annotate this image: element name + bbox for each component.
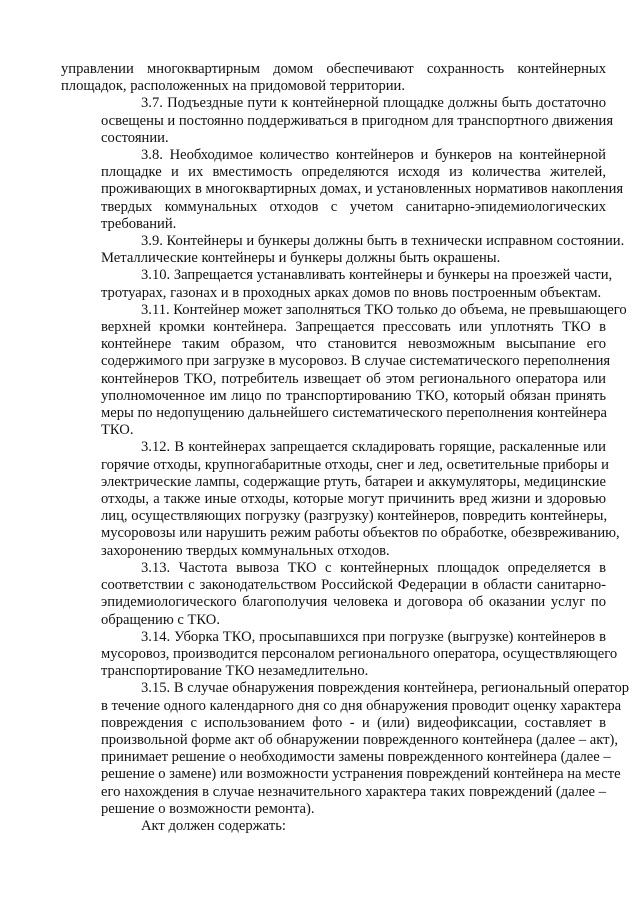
text-line: 3.13. Частота вывоза ТКО с контейнерных площадок определяется в bbox=[141, 559, 606, 576]
text-line: принимает решение о необходимости замены поврежденного контейнера (далее – bbox=[101, 749, 611, 766]
text-line: площадке и их вместимость определяются исходя из количества жителей, bbox=[101, 164, 606, 181]
text-line: меры по недопущению дальнейшего систематического переполнения контейнера bbox=[101, 405, 607, 422]
text-line: электрические лампы, содержащие ртуть, батареи и аккумуляторы, медицинские bbox=[101, 473, 606, 490]
text-line: горячие отходы, крупногабаритные отходы, снег и лед, осветительные приборы и bbox=[101, 456, 609, 473]
paragraph-p-act bbox=[61, 818, 606, 835]
text-line: решение о замене) или возможности устранения повреждений контейнера на месте bbox=[101, 766, 621, 783]
text-line: решение о возможности ремонта). bbox=[101, 800, 315, 817]
paragraph-p-3-12 bbox=[61, 439, 620, 559]
paragraph-p-3-9 bbox=[61, 233, 625, 267]
text-line: Акт должен содержать: bbox=[141, 817, 286, 834]
text-line: транспортирование ТКО незамедлительно. bbox=[101, 663, 369, 680]
text-line: контейнере таким образом, что становится невозможным высыпание его bbox=[101, 336, 606, 353]
text-line: уполномоченное им лицо по транспортированию ТКО, который обязан принять bbox=[101, 387, 606, 404]
text-line: проживающих в многоквартирных домах, и установленных нормативов накопления bbox=[101, 181, 624, 198]
paragraph-p-3-6-cont bbox=[61, 61, 606, 95]
text-line: 3.12. В контейнерах запрещается складировать горящие, раскаленные или bbox=[141, 439, 606, 456]
text-line: ТКО. bbox=[101, 422, 134, 439]
text-line: захоронению твердых коммунальных отходов. bbox=[101, 542, 390, 559]
text-line: в течение одного календарного дня со дня обнаружения проводит оценку характера bbox=[101, 697, 622, 714]
text-line: управлении многоквартирным домом обеспечивают сохранность контейнерных bbox=[61, 61, 606, 77]
text-line: его нахождения в случае незначительного характера таких повреждений (далее – bbox=[101, 783, 606, 800]
text-line: содержимого при загрузке в мусоровоз. В случае систематического переполнения bbox=[101, 353, 611, 370]
paragraph-p-3-7 bbox=[61, 95, 614, 147]
text-line: контейнеров ТКО, потребитель извещает об этом регионального оператора или bbox=[101, 370, 606, 387]
text-line: 3.9. Контейнеры и бункеры должны быть в технически исправном состоянии. bbox=[141, 233, 625, 250]
paragraph-p-3-8 bbox=[61, 147, 624, 233]
text-line: эпидемиологического благополучия человека и договора об оказании услуг по bbox=[101, 594, 606, 611]
text-line: Металлические контейнеры и бункеры должны быть окрашены. bbox=[101, 250, 501, 267]
text-line: состоянии. bbox=[101, 129, 169, 146]
text-line: мусоровозы или нарушить режим работы объектов по обработке, обезвреживанию, bbox=[101, 525, 620, 542]
text-line: 3.8. Необходимое количество контейнеров и бункеров на контейнерной bbox=[141, 147, 606, 164]
paragraph-p-3-14 bbox=[61, 628, 618, 681]
text-line: 3.10. Запрещается устанавливать контейнеры и бункеры на проезжей части, bbox=[141, 267, 613, 284]
text-line: соответствии с законодательством Российской Федерации в области санитарно- bbox=[101, 577, 606, 594]
paragraph-p-3-15 bbox=[61, 680, 630, 818]
paragraph-p-3-10 bbox=[61, 267, 613, 301]
text-line: отходы, а также иные отходы, которые могут причинить вред жизни и здоровью bbox=[101, 491, 606, 508]
text-line: площадок, расположенных на придомовой территории. bbox=[61, 78, 406, 95]
text-line: произвольной форме акт об обнаружении поврежденного контейнера (далее – акт), bbox=[101, 731, 619, 748]
text-line: обращению с ТКО. bbox=[101, 611, 220, 628]
text-line: повреждения с использованием фото - и (или) видеофиксации, составляет в bbox=[101, 714, 606, 731]
text-line: 3.7. Подъездные пути к контейнерной площадке должны быть достаточно bbox=[141, 95, 606, 112]
text-line: тротуарах, газонах и в проходных арках домов по вновь построенным объектам. bbox=[101, 284, 602, 301]
text-line: требований. bbox=[101, 215, 177, 232]
text-line: освещены и постоянно поддерживаться в пригодном для транспортного движения bbox=[101, 112, 614, 129]
text-line: 3.11. Контейнер может заполняться ТКО только до объема, не превышающего bbox=[141, 301, 627, 318]
text-line: верхней кромки контейнера. Запрещается прессовать или уплотнять ТКО в bbox=[101, 319, 606, 336]
paragraph-p-3-13 bbox=[61, 560, 606, 629]
text-line: 3.14. Уборка ТКО, просыпавшихся при погрузке (выгрузке) контейнеров в bbox=[141, 628, 606, 645]
paragraph-p-3-11 bbox=[61, 301, 627, 440]
text-line: твердых коммунальных отходов с учетом санитарно-эпидемиологических bbox=[101, 198, 606, 215]
text-line: 3.15. В случае обнаружения повреждения контейнера, региональный оператор bbox=[141, 680, 630, 697]
text-line: лиц, осуществляющих погрузку (разгрузку) контейнеров, повредить контейнеры, bbox=[101, 508, 608, 525]
text-line: мусоровоз, производится персоналом регионального оператора, осуществляющего bbox=[101, 645, 618, 662]
